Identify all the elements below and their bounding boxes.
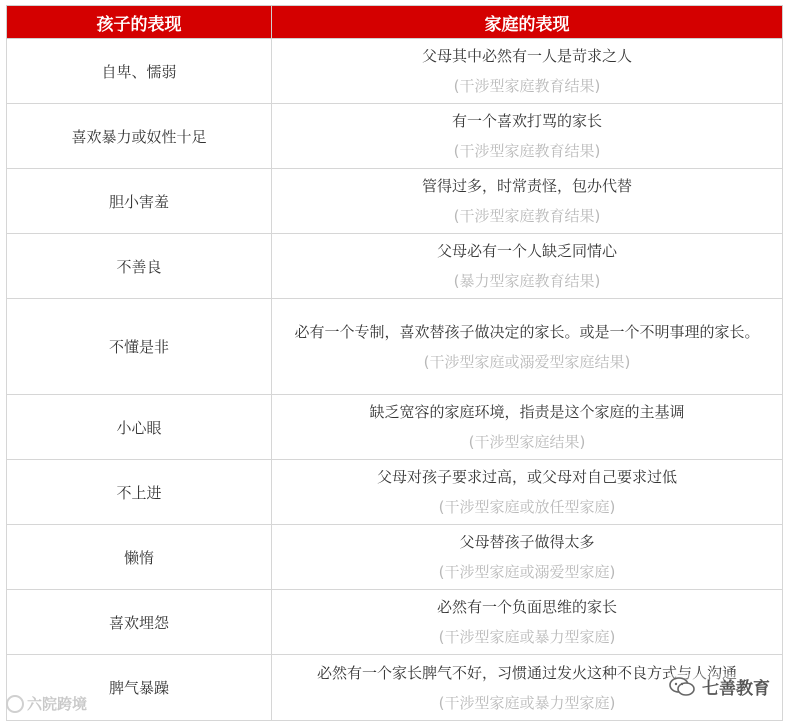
family-behavior-cell	[272, 525, 783, 590]
watermark-right	[668, 674, 770, 699]
family-type-note: (干涉型家庭或放任型家庭)	[438, 498, 616, 516]
child-behavior-cell: 胆小害羞	[7, 169, 272, 234]
watermark-left-text: 六院跨境	[27, 695, 88, 713]
table-row	[7, 395, 783, 460]
table-row	[7, 655, 783, 721]
family-behavior-cell	[272, 169, 783, 234]
family-description: 必然有一个家长脾气不好，习惯通过发火这种不良方式与人沟通	[316, 663, 737, 682]
family-behavior-cell	[272, 234, 783, 299]
family-behavior-cell	[272, 395, 783, 460]
family-type-note: (暴力型家庭教育结果)	[453, 272, 601, 290]
family-type-note: (干涉型家庭或暴力型家庭)	[438, 693, 616, 712]
child-behavior-cell: 喜欢暴力或奴性十足	[7, 104, 272, 169]
table-row	[7, 39, 783, 104]
family-type-note: (干涉型家庭教育结果)	[453, 142, 601, 160]
comparison-table	[6, 5, 783, 721]
family-description: 有一个喜欢打骂的家长	[451, 112, 602, 130]
family-description: 必有一个专制，喜欢替孩子做决定的家长。或是一个不明事理的家长。	[294, 322, 760, 341]
header-child-behavior: 孩子的表现	[7, 6, 272, 39]
family-type-note: (干涉型家庭或溺爱型家庭)	[438, 563, 616, 581]
family-type-note: (干涉型家庭或暴力型家庭)	[438, 628, 616, 646]
family-description: 必然有一个负面思维的家长	[436, 598, 617, 616]
table-row	[7, 525, 783, 590]
family-description: 父母对孩子要求过高，或父母对自己要求过低	[376, 468, 677, 486]
family-behavior-cell	[272, 590, 783, 655]
family-type-note: (干涉型家庭教育结果)	[453, 207, 601, 225]
family-behavior-cell	[272, 39, 783, 104]
header-row	[7, 6, 783, 39]
watermark-logo-icon	[6, 695, 24, 713]
family-type-note: (干涉型家庭或溺爱型家庭结果)	[423, 352, 631, 371]
table-row	[7, 104, 783, 169]
family-type-note: (干涉型家庭教育结果)	[453, 77, 601, 95]
watermark-right-text: 七善教育	[702, 679, 770, 699]
family-description: 父母必有一个人缺乏同情心	[436, 242, 617, 260]
table-row	[7, 234, 783, 299]
child-behavior-cell: 脾气暴躁	[7, 655, 272, 721]
wechat-icon	[668, 676, 696, 698]
family-description: 管得过多，时常责怪，包办代替	[421, 177, 632, 195]
child-behavior-cell: 自卑、懦弱	[7, 39, 272, 104]
header-family-behavior: 家庭的表现	[272, 6, 783, 39]
family-behavior-cell	[272, 460, 783, 525]
child-behavior-cell: 小心眼	[7, 395, 272, 460]
child-behavior-cell: 不上进	[7, 460, 272, 525]
family-description: 父母替孩子做得太多	[459, 533, 595, 551]
child-behavior-cell: 不善良	[7, 234, 272, 299]
family-description: 父母其中必然有一人是苛求之人	[421, 47, 632, 65]
family-behavior-cell	[272, 299, 783, 395]
family-behavior-cell	[272, 104, 783, 169]
child-behavior-cell: 懒惰	[7, 525, 272, 590]
family-description: 缺乏宽容的家庭环境，指责是这个家庭的主基调	[369, 403, 685, 421]
table-row	[7, 299, 783, 395]
watermark-left	[6, 693, 87, 714]
table-row	[7, 169, 783, 234]
family-type-note: (干涉型家庭结果)	[468, 433, 586, 451]
table-row	[7, 590, 783, 655]
table-row	[7, 460, 783, 525]
child-behavior-cell: 喜欢埋怨	[7, 590, 272, 655]
child-behavior-cell: 不懂是非	[7, 299, 272, 395]
